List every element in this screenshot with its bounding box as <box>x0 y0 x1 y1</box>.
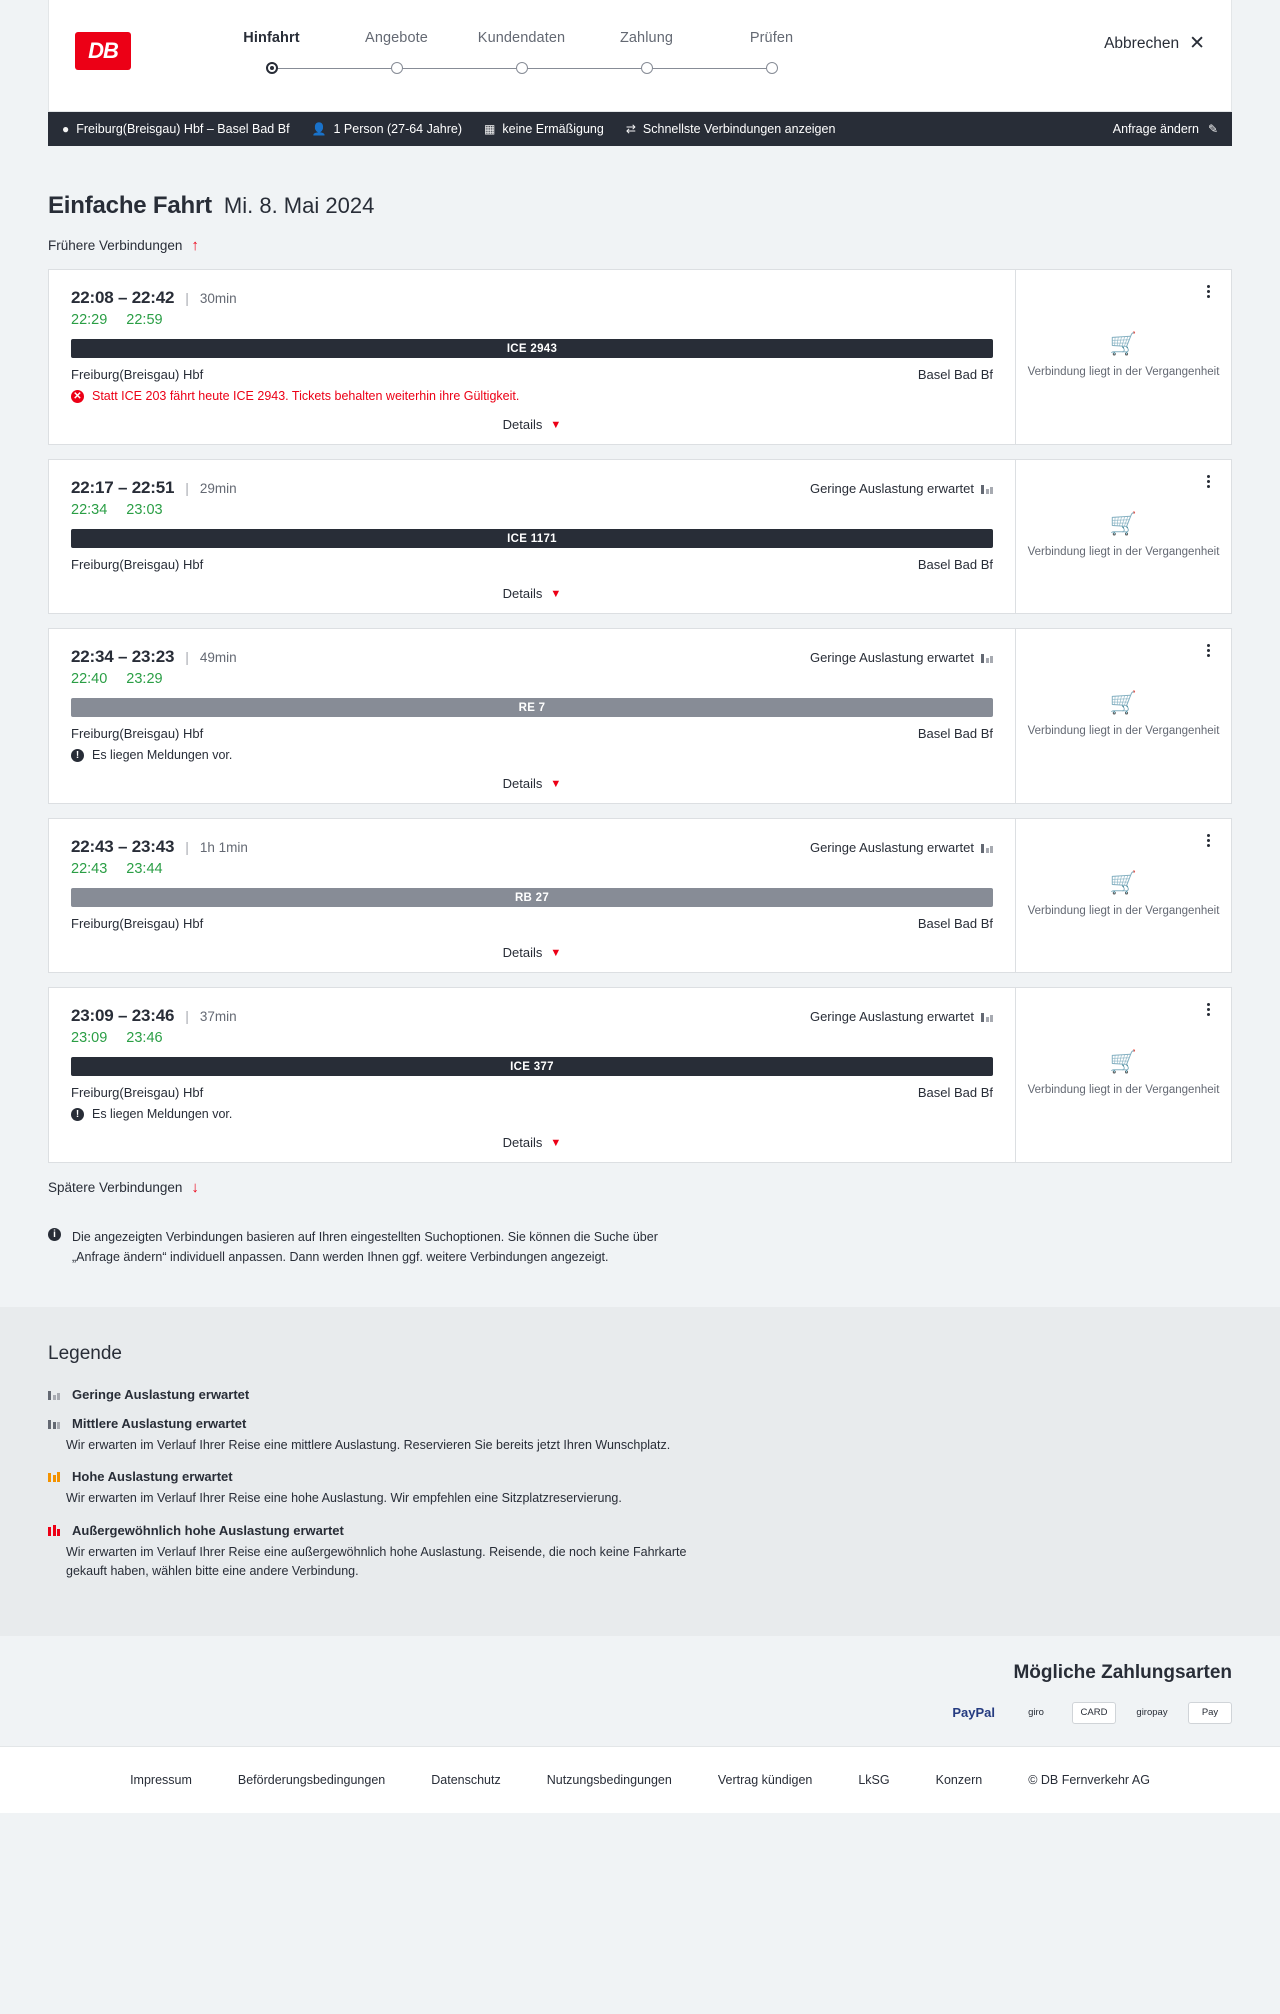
connection-notice <box>71 1107 993 1121</box>
occupancy-label: Geringe Auslastung erwartet <box>809 480 974 496</box>
bahncard-icon: ▦ <box>484 122 496 136</box>
details-toggle[interactable] <box>71 945 993 960</box>
copyright-label: © DB Fernverkehr AG <box>1028 1772 1150 1787</box>
payment-methods-title: Mögliche Zahlungsarten <box>1013 1661 1232 1683</box>
legend-description: Wir erwarten im Verlauf Ihrer Reise eine außergewöhnlich hohe Auslastung. Reisende, die noch keine Fahrkarte gekauft haben, wählen bitte eine andere Verbindung. <box>66 1544 687 1579</box>
step-indicator <box>334 60 459 88</box>
origin-station: Freiburg(Breisgau) Hbf <box>71 557 204 572</box>
details-label: Details <box>502 776 543 791</box>
connection-card[interactable] <box>48 628 1232 804</box>
connection-action <box>1015 460 1231 613</box>
actual-arrival: 23:29 <box>126 671 163 687</box>
step-indicator <box>459 60 584 88</box>
legend-section <box>0 1307 1280 1636</box>
train-badge: ICE 377 <box>71 1057 993 1076</box>
summary-passengers <box>312 122 463 136</box>
duration-label: 29min <box>199 480 237 496</box>
close-icon: ✕ <box>1189 33 1205 54</box>
occupancy-label: Geringe Auslastung erwartet <box>809 1008 974 1024</box>
occupancy-low-icon <box>981 483 993 494</box>
connection-action <box>1015 819 1231 972</box>
occupancy-indicator <box>810 650 993 665</box>
step-dot-icon <box>766 62 778 74</box>
details-toggle[interactable] <box>71 586 993 601</box>
station-row <box>71 726 993 741</box>
details-label: Details <box>502 586 543 601</box>
payment-logos <box>48 1702 1232 1724</box>
step-zahlung[interactable] <box>584 30 709 88</box>
person-icon: 👤 <box>311 122 327 136</box>
actual-times <box>71 502 993 518</box>
later-connections-label: Spätere Verbindungen <box>48 1180 183 1195</box>
actual-departure: 22:43 <box>71 861 108 877</box>
connection-details <box>49 629 1015 803</box>
past-connection-label: Verbindung liegt in der Vergangenheit <box>1027 1084 1220 1097</box>
info-icon: ! <box>71 1108 84 1121</box>
legend-item <box>48 1523 1232 1582</box>
duration-label: 30min <box>199 290 237 306</box>
actual-times <box>71 1030 993 1046</box>
divider: | <box>185 1008 189 1024</box>
summary-route-label: Freiburg(Breisgau) Hbf – Basel Bad Bf <box>76 122 290 136</box>
scheduled-time: 22:08 – 22:42 <box>71 288 175 307</box>
train-badge: ICE 1171 <box>71 529 993 548</box>
divider: | <box>185 290 189 306</box>
step-pruefen[interactable] <box>709 30 834 88</box>
step-kundendaten[interactable] <box>459 30 584 88</box>
details-label: Details <box>502 417 543 432</box>
occupancy-low-icon <box>981 1011 993 1022</box>
sofort-logo: giropay <box>1136 1707 1168 1718</box>
chevron-down-icon: ▼ <box>550 1136 562 1149</box>
results-content <box>0 192 1280 1307</box>
actual-departure: 22:29 <box>71 312 108 328</box>
scheduled-time: 22:34 – 23:23 <box>71 647 175 666</box>
info-icon: i <box>48 1228 61 1241</box>
connection-notice <box>71 389 993 403</box>
divider: | <box>185 649 189 665</box>
paypal-logo: PayPal <box>952 1705 995 1720</box>
footer-link-impressum[interactable]: Impressum <box>130 1772 192 1787</box>
occupancy-label: Geringe Auslastung erwartet <box>809 839 974 855</box>
cart-crossed-icon: 🛒 <box>1109 1049 1138 1075</box>
legend-title: Legende <box>48 1343 122 1364</box>
origin-station: Freiburg(Breisgau) Hbf <box>71 916 204 931</box>
more-options-button[interactable] <box>1199 472 1217 490</box>
actual-arrival: 22:59 <box>126 312 163 328</box>
page-title <box>48 192 1232 220</box>
connection-action <box>1015 629 1231 803</box>
cart-crossed-icon: 🛒 <box>1109 869 1138 895</box>
destination-station: Basel Bad Bf <box>917 726 993 741</box>
footer-link-nutzungsbedingungen[interactable]: Nutzungsbedingungen <box>546 1772 672 1787</box>
connection-action <box>1015 270 1231 444</box>
earlier-connections-button[interactable] <box>48 238 199 253</box>
scheduled-time: 22:43 – 23:43 <box>71 837 175 856</box>
db-logo[interactable]: DB <box>75 32 131 70</box>
train-badge: RE 7 <box>71 698 993 717</box>
actual-times <box>71 671 993 687</box>
actual-departure: 22:34 <box>71 502 108 518</box>
duration-label: 1h 1min <box>199 839 248 855</box>
connection-times <box>71 647 993 667</box>
station-row <box>71 916 993 931</box>
payment-methods-section <box>0 1636 1280 1746</box>
connection-card[interactable] <box>48 987 1232 1163</box>
destination-station: Basel Bad Bf <box>917 367 993 382</box>
more-options-button[interactable] <box>1199 282 1217 300</box>
footer-link-lksg[interactable]: LkSG <box>858 1772 890 1787</box>
booking-header <box>48 0 1232 112</box>
divider: | <box>185 480 189 496</box>
step-angebote[interactable] <box>334 30 459 88</box>
legend-description: Wir erwarten im Verlauf Ihrer Reise eine mittlere Auslastung. Reservieren Sie bereits jetzt Ihren Wunschplatz. <box>66 1438 671 1452</box>
actual-departure: 23:09 <box>71 1030 108 1046</box>
later-connections-button[interactable] <box>48 1180 199 1195</box>
info-note-text: Die angezeigten Verbindungen basieren auf Ihren eingestellten Suchoptionen. Sie können die Suche über „Anfrage ändern“ individuell anpassen. Dann werden Ihnen ggf. weitere Verbindungen angezeigt. <box>72 1230 658 1264</box>
legend-head <box>48 1387 1232 1402</box>
legend-head <box>48 1469 1232 1484</box>
legend-label: Mittlere Auslastung erwartet <box>72 1416 247 1431</box>
more-options-button[interactable] <box>1199 831 1217 849</box>
details-label: Details <box>502 1135 543 1150</box>
applepay-logo: Pay <box>1188 1702 1232 1724</box>
error-icon: ✕ <box>71 390 84 403</box>
search-summary-bar <box>48 112 1232 146</box>
origin-station: Freiburg(Breisgau) Hbf <box>71 1085 204 1100</box>
earlier-connections-label: Frühere Verbindungen <box>48 238 183 253</box>
past-connection-label: Verbindung liegt in der Vergangenheit <box>1027 366 1220 379</box>
legend-item <box>48 1387 1232 1402</box>
occupancy-low-icon <box>48 1389 60 1400</box>
footer-link-vertrag-kuendigen[interactable]: Vertrag kündigen <box>717 1772 813 1787</box>
footer <box>0 1746 1280 1813</box>
legend-item <box>48 1469 1232 1508</box>
occupancy-low-icon <box>981 652 993 663</box>
connection-details <box>49 819 1015 972</box>
occupancy-label: Geringe Auslastung erwartet <box>809 649 974 665</box>
step-label: Kundendaten <box>477 30 566 46</box>
details-toggle[interactable] <box>71 417 993 432</box>
connection-times <box>71 1006 993 1026</box>
duration-label: 49min <box>199 649 237 665</box>
connection-card[interactable] <box>48 459 1232 614</box>
search-info-note <box>48 1227 708 1307</box>
cancel-label: Abbrechen <box>1104 34 1180 52</box>
actual-arrival: 23:03 <box>126 502 163 518</box>
connection-notice <box>71 748 993 762</box>
arrow-up-icon: ↑ <box>191 237 199 254</box>
more-options-button[interactable] <box>1199 1000 1217 1018</box>
footer-link-befoerderungsbedingungen[interactable]: Beförderungsbedingungen <box>237 1772 386 1787</box>
actual-arrival: 23:46 <box>126 1030 163 1046</box>
arrow-down-icon: ↓ <box>191 1179 199 1196</box>
swap-icon: ⇄ <box>625 122 636 136</box>
actual-departure: 22:40 <box>71 671 108 687</box>
chevron-down-icon: ▼ <box>550 946 562 959</box>
step-indicator <box>584 60 709 88</box>
summary-route <box>62 122 290 136</box>
summary-option <box>626 122 836 136</box>
cart-crossed-icon: 🛒 <box>1109 510 1138 536</box>
chevron-down-icon: ▼ <box>550 587 562 600</box>
step-label: Angebote <box>365 30 428 46</box>
station-row <box>71 557 993 572</box>
connection-details <box>49 988 1015 1162</box>
step-dot-icon <box>641 62 653 74</box>
step-indicator <box>709 60 834 88</box>
connection-details <box>49 460 1015 613</box>
step-dot-icon <box>516 62 528 74</box>
legend-label: Hohe Auslastung erwartet <box>72 1469 233 1485</box>
step-label: Hinfahrt <box>243 30 300 46</box>
creditcard-logo: CARD <box>1072 1702 1116 1724</box>
details-label: Details <box>502 945 543 960</box>
destination-station: Basel Bad Bf <box>917 557 993 572</box>
scheduled-time: 23:09 – 23:46 <box>71 1006 175 1025</box>
actual-arrival: 23:44 <box>126 861 163 877</box>
actual-times <box>71 312 993 328</box>
station-row <box>71 367 993 382</box>
pencil-icon: ✎ <box>1207 122 1218 136</box>
train-badge: ICE 2943 <box>71 339 993 358</box>
chevron-down-icon: ▼ <box>550 418 562 431</box>
step-line <box>709 68 772 69</box>
trip-type-label: Einfache Fahrt <box>48 192 212 219</box>
info-icon: ! <box>71 749 84 762</box>
location-pin-icon: ● <box>62 122 70 136</box>
connection-details <box>49 270 1015 444</box>
past-connection-label: Verbindung liegt in der Vergangenheit <box>1027 904 1220 917</box>
occupancy-high-icon <box>48 1471 60 1482</box>
connection-action <box>1015 988 1231 1162</box>
connection-card[interactable] <box>48 818 1232 973</box>
step-line <box>272 68 335 69</box>
more-options-button[interactable] <box>1199 641 1217 659</box>
details-toggle[interactable] <box>71 1135 993 1150</box>
change-request-label: Anfrage ändern <box>1112 122 1199 136</box>
cancel-button[interactable] <box>1104 34 1205 53</box>
connection-times <box>71 837 993 857</box>
giropay-logo: giro <box>1028 1707 1044 1718</box>
legend-description: Wir erwarten im Verlauf Ihrer Reise eine hohe Auslastung. Wir empfehlen eine Sitzplatzreservierung. <box>66 1491 622 1506</box>
change-request-button[interactable] <box>1113 122 1218 136</box>
cart-crossed-icon: 🛒 <box>1109 331 1138 357</box>
legend-label: Geringe Auslastung erwartet <box>72 1387 250 1402</box>
legend-label: Außergewöhnlich hohe Auslastung erwartet <box>72 1522 344 1538</box>
past-connection-label: Verbindung liegt in der Vergangenheit <box>1027 545 1220 558</box>
footer-link-datenschutz[interactable]: Datenschutz <box>431 1772 501 1787</box>
destination-station: Basel Bad Bf <box>917 916 993 931</box>
occupancy-indicator <box>810 481 993 496</box>
origin-station: Freiburg(Breisgau) Hbf <box>71 367 204 382</box>
scheduled-time: 22:17 – 22:51 <box>71 478 175 497</box>
occupancy-indicator <box>810 1009 993 1024</box>
checkout-stepper <box>209 30 834 88</box>
details-toggle[interactable] <box>71 776 993 791</box>
summary-passengers-label: 1 Person (27-64 Jahre) <box>333 122 463 136</box>
station-row <box>71 1085 993 1100</box>
divider: | <box>185 839 189 855</box>
duration-label: 37min <box>199 1008 237 1024</box>
notice-text: Es liegen Meldungen vor. <box>92 748 233 762</box>
origin-station: Freiburg(Breisgau) Hbf <box>71 726 204 741</box>
train-badge: RB 27 <box>71 888 993 907</box>
step-dot-icon <box>266 62 278 74</box>
legend-head <box>48 1523 1232 1538</box>
summary-option-label: Schnellste Verbindungen anzeigen <box>642 122 836 136</box>
past-connection-label: Verbindung liegt in der Vergangenheit <box>1027 725 1220 738</box>
summary-discount-label: keine Ermäßigung <box>502 122 604 136</box>
actual-times <box>71 861 993 877</box>
step-hinfahrt[interactable] <box>209 30 334 88</box>
connection-times <box>71 288 993 308</box>
occupancy-very-high-icon <box>48 1525 60 1536</box>
cart-crossed-icon: 🛒 <box>1109 690 1138 716</box>
step-label: Zahlung <box>619 30 674 46</box>
connection-card[interactable] <box>48 269 1232 445</box>
notice-text: Es liegen Meldungen vor. <box>92 1107 233 1121</box>
trip-date-label: Mi. 8. Mai 2024 <box>223 193 375 218</box>
footer-link-konzern[interactable]: Konzern <box>935 1772 983 1787</box>
occupancy-medium-icon <box>48 1418 60 1429</box>
legend-item <box>48 1416 1232 1455</box>
step-indicator <box>209 60 334 88</box>
chevron-down-icon: ▼ <box>550 777 562 790</box>
connection-times <box>71 478 993 498</box>
destination-station: Basel Bad Bf <box>917 1085 993 1100</box>
occupancy-low-icon <box>981 842 993 853</box>
step-label: Prüfen <box>749 30 794 46</box>
legend-head <box>48 1416 1232 1431</box>
occupancy-indicator <box>810 840 993 855</box>
summary-discount <box>484 122 604 136</box>
step-dot-icon <box>391 62 403 74</box>
notice-text: Statt ICE 203 fährt heute ICE 2943. Tickets behalten weiterhin ihre Gültigkeit. <box>92 389 520 403</box>
